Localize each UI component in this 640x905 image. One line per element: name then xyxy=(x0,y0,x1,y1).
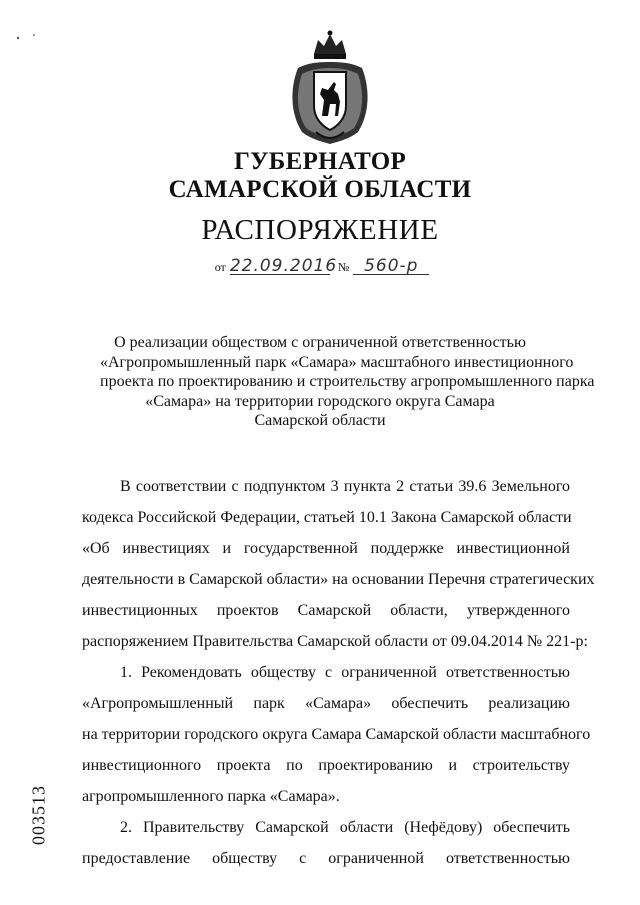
body-line: «Об инвестициях и государственной поддержке инвестиционной xyxy=(82,540,570,557)
handwritten-number: 560-р xyxy=(353,258,429,275)
subject-line: О реализации обществом с ограниченной ответственностью xyxy=(114,334,526,351)
subject-line: «Самара» на территории городского округа Самара xyxy=(145,392,495,410)
coat-of-arms-emblem xyxy=(284,28,376,146)
dateline xyxy=(0,258,640,275)
subject-line: Самарской области xyxy=(254,412,386,429)
body-line: В соответствии с подпунктом 3 пункта 2 статьи 39.6 Земельного xyxy=(120,478,570,495)
body-line: 2. Правительству Самарской области (Нефёдову) обеспечить xyxy=(120,819,570,836)
body-line: инвестиционных проектов Самарской области, утвержденного xyxy=(82,602,570,619)
body-line: агропромышленного парка «Самара». xyxy=(82,788,340,805)
body-line: на территории городского округа Самара Самарской области масштабного xyxy=(82,726,591,743)
document-type-title: РАСПОРЯЖЕНИЕ xyxy=(201,214,439,246)
subject-line: проекта по проектированию и строительству агропромышленного парка xyxy=(100,373,595,390)
stamp-number: 003513 xyxy=(28,785,49,845)
registration-stamp xyxy=(26,775,52,855)
document-subject xyxy=(100,333,595,431)
subject-line: «Агропромышленный парк «Самара» масштабного инвестиционного xyxy=(100,353,574,371)
number-label: № xyxy=(337,260,350,274)
body-line: предоставление обществу с ограниченной ответственностью xyxy=(82,850,570,867)
region-heading: САМАРСКОЙ ОБЛАСТИ xyxy=(168,176,472,203)
body-line: инвестиционного проекта по проектированию и строительству xyxy=(82,757,570,774)
handwritten-date: 22.09.2016 xyxy=(229,256,338,276)
body-line: кодекса Российской Федерации, статьей 10.1 Закона Самарской области xyxy=(82,509,572,526)
body-line: деятельности в Самарской области» на основании Перечня стратегических xyxy=(82,571,595,588)
body-line: 1. Рекомендовать обществу с ограниченной ответственностью xyxy=(120,664,570,681)
body-line: «Агропромышленный парк «Самара» обеспечить реализацию xyxy=(82,695,570,712)
date-from-label: от xyxy=(214,260,226,274)
body-line: распоряжением Правительства Самарской области от 09.04.2014 № 221-р: xyxy=(82,633,588,650)
governor-heading: ГУБЕРНАТОР xyxy=(233,148,407,175)
scan-specks xyxy=(14,30,44,44)
